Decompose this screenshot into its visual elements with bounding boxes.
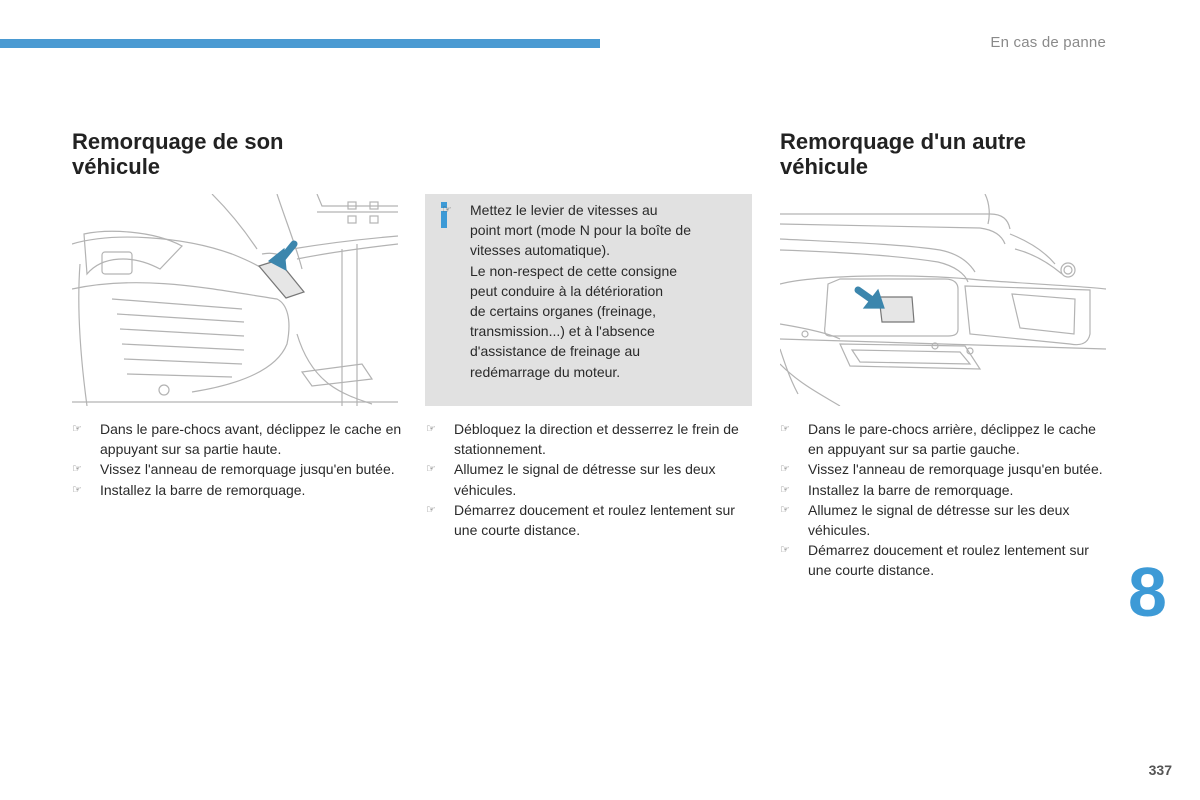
- front-bumper-illustration: [72, 194, 398, 406]
- list-item: ☞ Installez la barre de remorquage.: [780, 481, 1014, 498]
- section-title-line2: véhicule: [780, 154, 869, 179]
- list-item: ☞ Démarrez doucement et roulez lentement sur une courte distance.: [780, 542, 1089, 579]
- list-item: ☞ Débloquez la direction et desserrez le frein de stationnement.: [426, 421, 739, 458]
- pointing-hand-icon: ☞: [72, 463, 82, 476]
- list-item: ☞ Installez la barre de remorquage.: [72, 481, 306, 498]
- pointing-hand-icon: ☞: [72, 483, 82, 496]
- info-text: ☞ Mettez le levier de vitesses au point mort (mode N pour la boîte de vitesses automatique). Le non-respect de cette consigne peut conduire à la détérioration de certains organes (freinage, transmission...) et à l'absence d'assistance de freinage au redémarrage du moteur.: [442, 202, 692, 380]
- list-item: ☞ Vissez l'anneau de remorquage jusqu'en butée.: [72, 461, 395, 478]
- pointing-hand-icon: ☞: [426, 503, 436, 516]
- section-title-own-vehicle: [72, 129, 283, 179]
- pointing-hand-icon: ☞: [780, 544, 790, 557]
- pointing-hand-icon: ☞: [72, 423, 82, 435]
- pointing-hand-icon: ☞: [426, 423, 436, 435]
- section-title-line1: Remorquage d'un autre: [780, 129, 1027, 154]
- chapter-header-title: En cas de panne: [990, 34, 1106, 51]
- pointing-hand-icon: ☞: [780, 423, 790, 435]
- list-item: ☞ Dans le pare-chocs arrière, déclippez le cache en appuyant sur sa partie gauche.: [780, 421, 1096, 458]
- pointing-hand-icon: ☞: [442, 204, 452, 216]
- rear-bumper-illustration: [780, 194, 1106, 406]
- list-item: ☞ Allumez le signal de détresse sur les deux véhicules.: [780, 501, 1070, 539]
- pointing-hand-icon: ☞: [780, 503, 790, 516]
- list-item: ☞ Vissez l'anneau de remorquage jusqu'en butée.: [780, 461, 1103, 478]
- list-item: ☞ Allumez le signal de détresse sur les deux véhicules.: [426, 461, 716, 498]
- pointing-hand-icon: ☞: [780, 483, 790, 496]
- section-title-other-vehicle: [780, 129, 1026, 179]
- middle-instruction-list: [426, 419, 756, 540]
- pointing-hand-icon: ☞: [426, 463, 436, 476]
- info-box: [425, 194, 752, 406]
- section-title-line2: véhicule: [72, 154, 161, 179]
- left-instruction-list: [72, 419, 402, 500]
- list-item: ☞ Dans le pare-chocs avant, déclippez le cache en appuyant sur sa partie haute.: [72, 421, 402, 458]
- right-instruction-list: [780, 419, 1110, 581]
- chapter-number-tab: 8: [1128, 553, 1167, 631]
- pointing-hand-icon: ☞: [780, 463, 790, 476]
- section-title-line1: Remorquage de son: [72, 129, 284, 154]
- list-item: ☞ Démarrez doucement et roulez lentement sur une courte distance.: [426, 501, 735, 539]
- page-number: 337: [1148, 762, 1172, 778]
- top-accent-bar: [0, 39, 600, 48]
